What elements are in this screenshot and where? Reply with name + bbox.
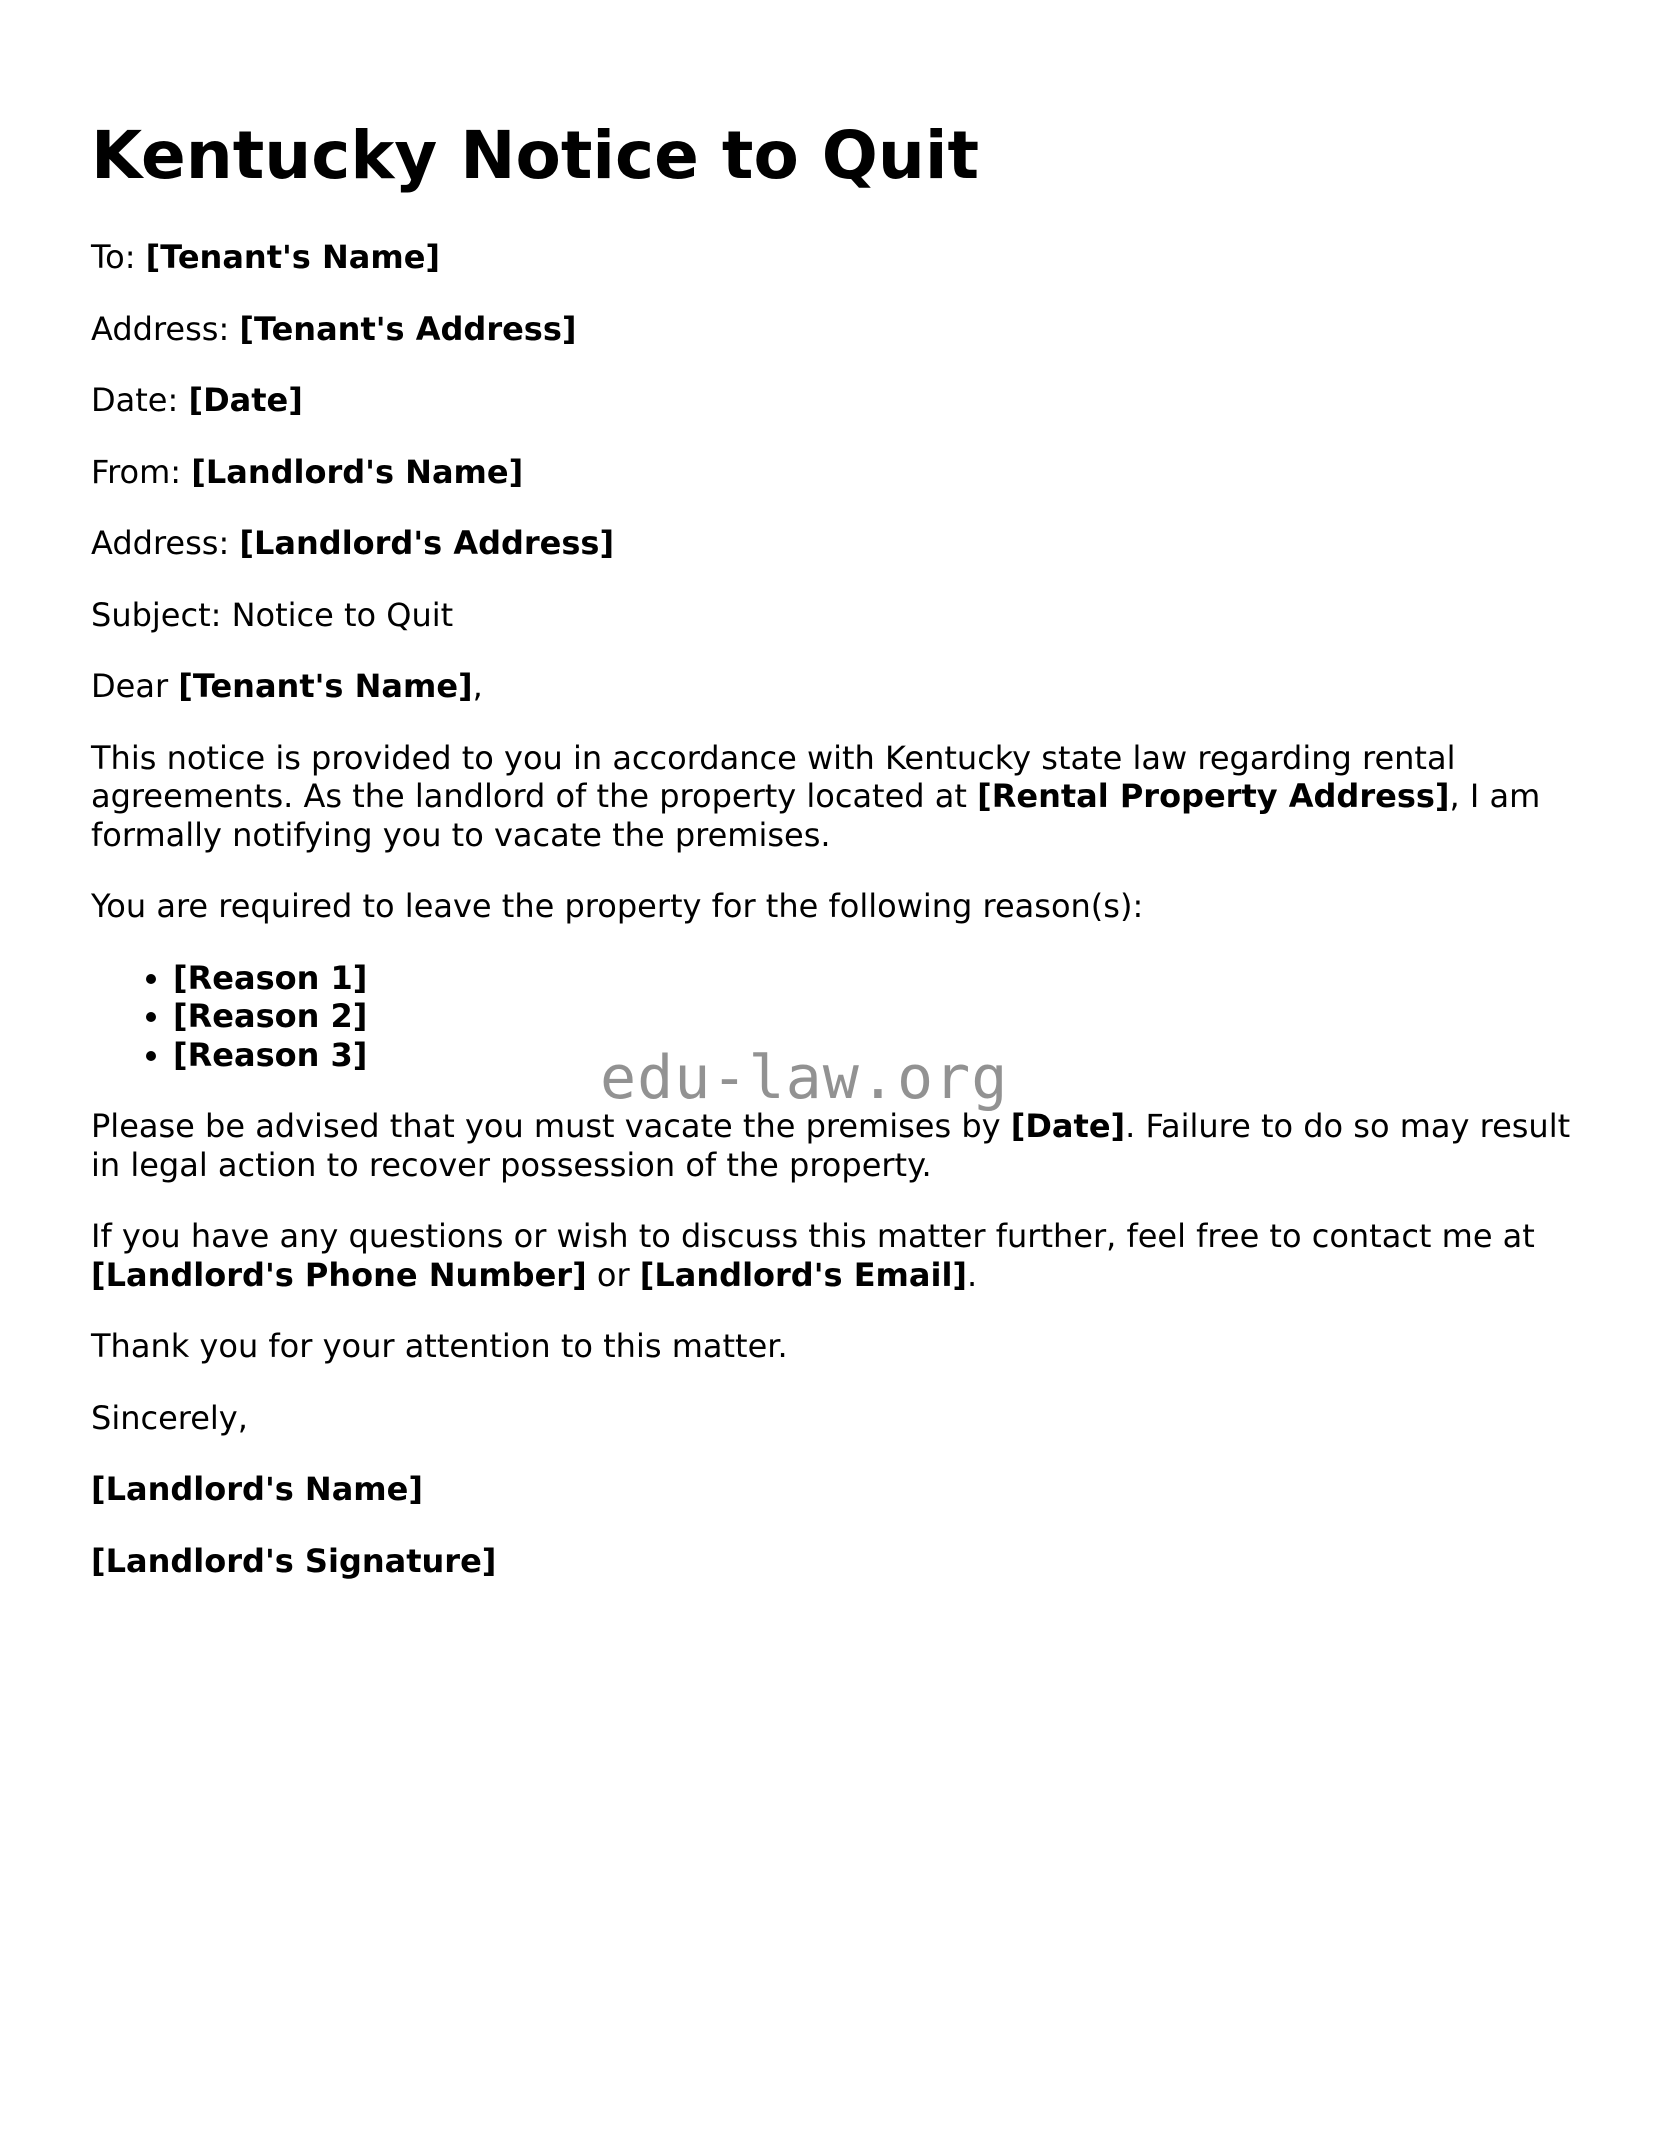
date-label: Date: — [91, 381, 179, 419]
document-title: Kentucky Notice to Quit — [91, 117, 980, 194]
paragraph-contact-text-a: If you have any questions or wish to discuss this matter further, feel free to contact me at — [91, 1217, 1535, 1255]
from-value: [Landlord's Name] — [191, 452, 524, 491]
paragraph-vacate-text-b: . Failure to do so may result in legal action to recover possession of the property. — [91, 1107, 1571, 1184]
paragraph-reasons-intro: You are required to leave the property for the following reason(s): — [91, 887, 1144, 925]
tenant-address-label: Address: — [91, 309, 230, 348]
from-label: From: — [91, 452, 182, 491]
paragraph-notice — [91, 739, 1591, 855]
paragraph-vacate-text-a: Please be advised that you must vacate the premises by — [91, 1107, 1001, 1145]
paragraph-notice-text-b: , I am formally notifying you to vacate the premises. — [91, 777, 1541, 854]
landlord-address-label: Address: — [91, 524, 230, 562]
paragraph-contact-or: or — [596, 1255, 630, 1294]
signature-value: [Landlord's Signature] — [91, 1541, 497, 1580]
landlord-address-line — [91, 524, 1591, 563]
salutation — [91, 667, 1591, 706]
from-line — [91, 453, 1591, 492]
document-body — [91, 238, 1591, 1613]
salutation-prefix: Dear — [91, 667, 169, 705]
signature-line — [91, 1542, 1591, 1581]
landlord-phone: [Landlord's Phone Number] — [91, 1255, 587, 1294]
list-item: • [Reason 3] — [173, 1036, 1591, 1075]
paragraph-notice-text-a: This notice is provided to you in accordance with Kentucky state law regarding rental agreements. As the landlord of the property located at — [91, 738, 1456, 815]
paragraph-vacate — [91, 1107, 1591, 1184]
paragraph-contact — [91, 1217, 1591, 1294]
paragraph-contact-end: . — [967, 1255, 978, 1294]
tenant-address-value: [Tenant's Address] — [239, 309, 577, 348]
subject-line: Subject: Notice to Quit — [91, 595, 454, 634]
tenant-address-line — [91, 310, 1591, 349]
to-value: [Tenant's Name] — [145, 238, 441, 276]
rental-property-address: [Rental Property Address] — [977, 777, 1450, 815]
vacate-date: [Date] — [1010, 1107, 1126, 1145]
date-line — [91, 381, 1591, 420]
paragraph-thanks: Thank you for your attention to this matter. — [91, 1327, 788, 1365]
list-item: • [Reason 2] — [173, 997, 1591, 1036]
signature-name — [91, 1470, 1591, 1509]
landlord-address-value: [Landlord's Address] — [239, 524, 615, 562]
watermark: edu-law.org — [600, 1043, 1009, 1113]
salutation-suffix: , — [472, 667, 483, 705]
signature-name-value: [Landlord's Name] — [91, 1470, 423, 1508]
date-value: [Date] — [188, 381, 303, 419]
list-item: • [Reason 1] — [173, 959, 1591, 998]
closing: Sincerely, — [91, 1398, 248, 1437]
salutation-name: [Tenant's Name] — [178, 667, 473, 705]
to-label: To: — [91, 238, 136, 276]
to-line — [91, 238, 1591, 277]
landlord-email: [Landlord's Email] — [639, 1255, 968, 1294]
